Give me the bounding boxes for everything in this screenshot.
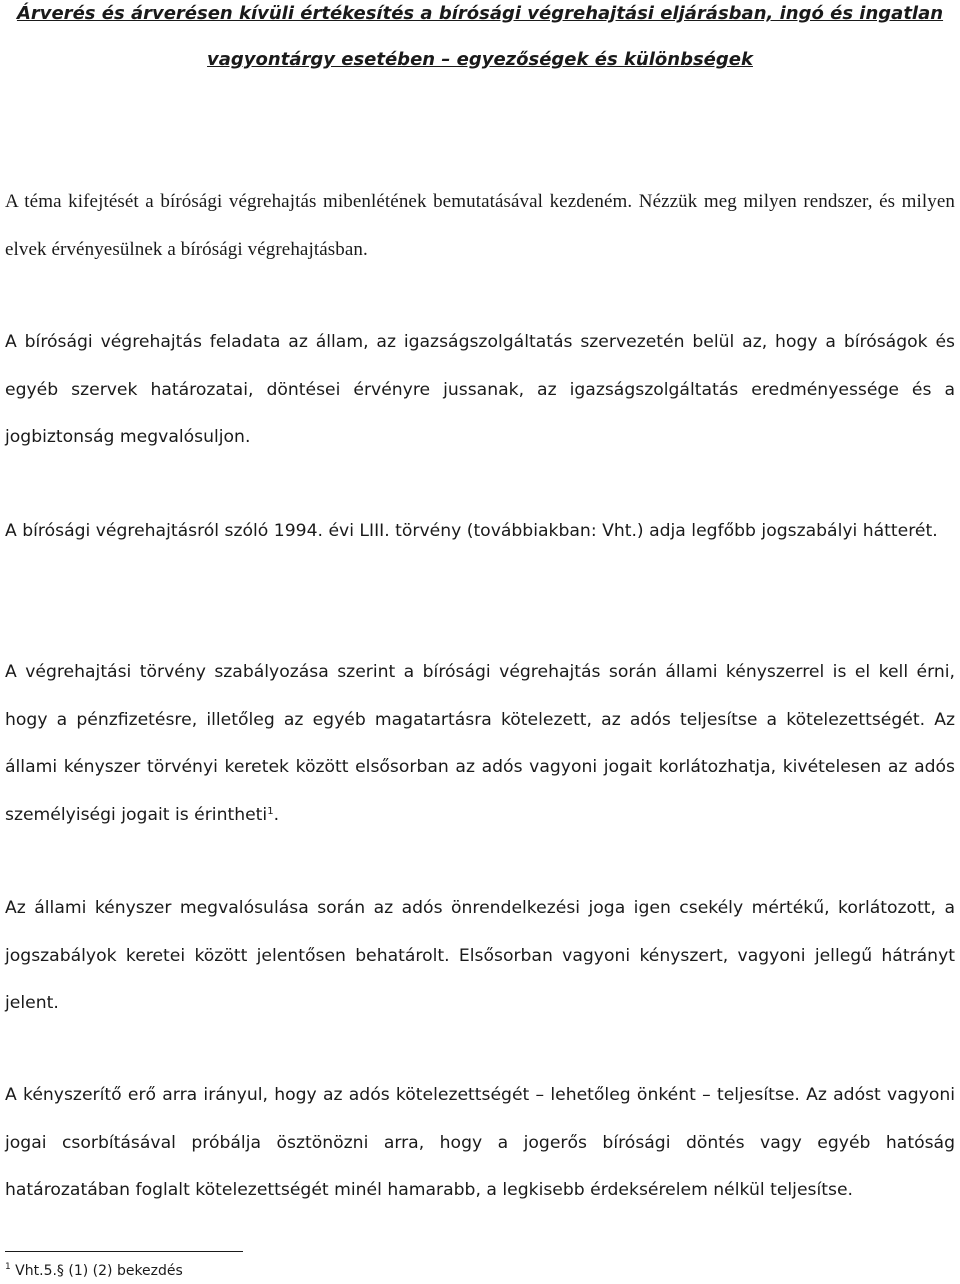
paragraph-state-coercion-end: .: [273, 804, 280, 825]
footnote-reference[interactable]: 1: [267, 805, 274, 817]
document-title-line-2: vagyontárgy esetében – egyezőségek és különbségek: [207, 49, 753, 70]
paragraph-intro: A téma kifejtését a bírósági végrehajtás mibenlétének bemutatásával kezdeném. Nézzük meg milyen rendszer, és milyen elvek érvényesülnek a bírósági végrehajtásban.: [5, 191, 955, 260]
paragraph-state-coercion: [5, 649, 955, 839]
paragraph-legal-background: A bírósági végrehajtásról szóló 1994. évi LIII. törvény (továbbiakban: Vht.) adja legfőbb jogszabályi hátterét.: [5, 521, 938, 541]
document-title-line-1: Árverés és árverésen kívüli értékesítés a bírósági végrehajtási eljárásban, ingó és ingatlan: [16, 3, 944, 24]
paragraph-self-determination: Az állami kényszer megvalósulása során az adós önrendelkezési joga igen csekély mértékű, korlátozott, a jogszabályok keretei között jelentősen behatárolt. Elsősorban vagyoni kényszert, vagyoni jellegű hátrányt jelent.: [5, 898, 955, 1013]
paragraph-coercive-force: A kényszerítő erő arra irányul, hogy az adós kötelezettségét – lehetőleg önként – teljesítse. Az adóst vagyoni jogai csorbításával próbálja ösztönözni arra, hogy a jogerős bírósági döntés vagy egyéb hatóság határozatában foglalt kötelezettségét minél hamarabb, a legkisebb érdeksérelem nélkül teljesítse.: [5, 1085, 955, 1200]
paragraph-state-coercion-text: A végrehajtási törvény szabályozása szerint a bírósági végrehajtás során állami kényszerrel is el kell érni, hogy a pénzfizetésre, illetőleg az egyéb magatartásra kötelezett, az adós teljesítse a kötelezettségét. Az állami kényszer törvényi keretek között elsősorban az adós vagyoni jogait korlátozhatja, kivételesen az adós személyiségi jogait is érintheti: [5, 662, 955, 825]
paragraph-purpose: A bírósági végrehajtás feladata az állam, az igazságszolgáltatás szervezetén belül az, hogy a bíróságok és egyéb szervek határozatai, döntései érvényre jussanak, az igazságszolgáltatás eredményessége és a jogbiztonság megvalósuljon.: [5, 332, 955, 447]
footnote-text: Vht.5.§ (1) (2) bekezdés: [10, 1263, 183, 1279]
footnote-separator: [5, 1251, 243, 1252]
footnote: [5, 1261, 183, 1281]
footnote-number: 1: [5, 1262, 11, 1272]
